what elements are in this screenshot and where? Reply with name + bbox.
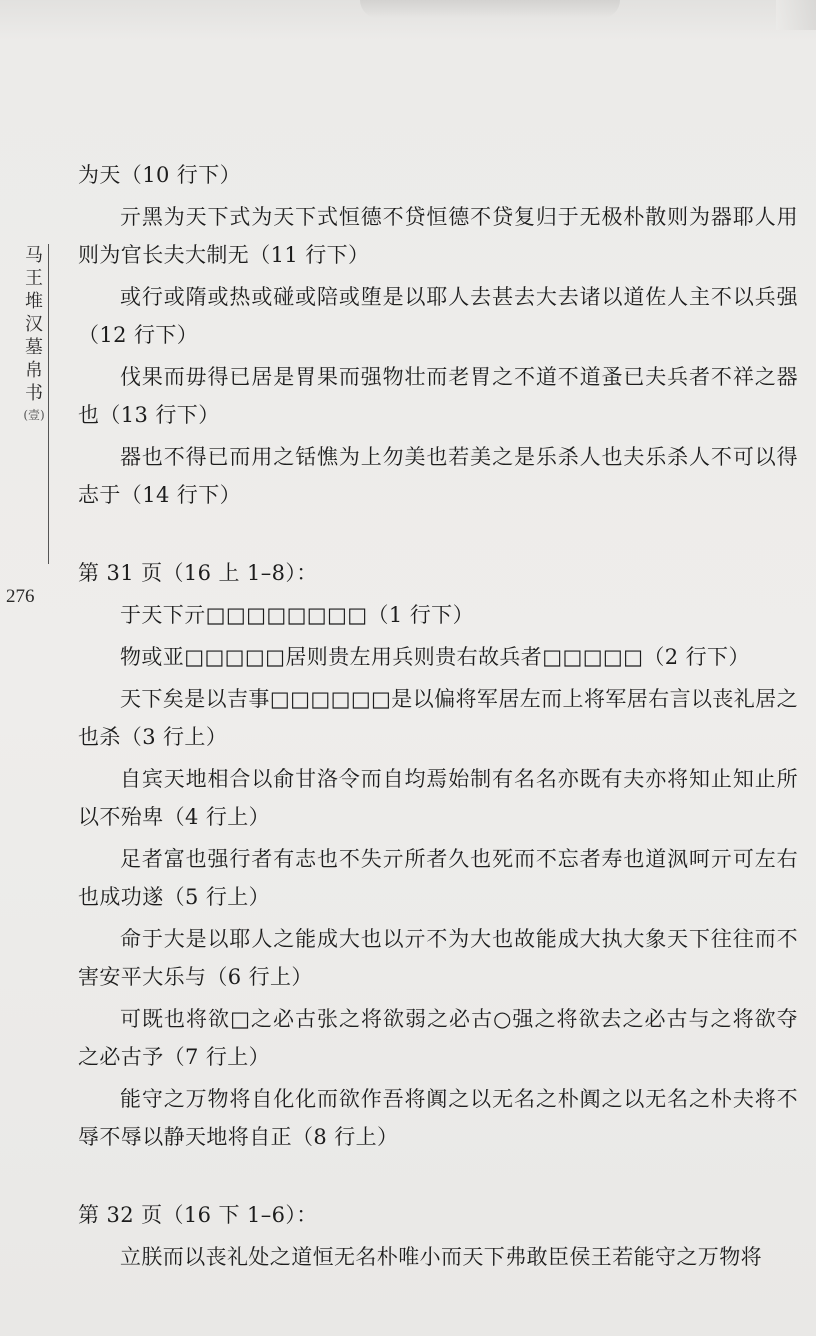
paragraph: 亓黑为天下式为天下式恒德不贷恒德不贷复归于无极朴散则为器耶人用则为官长夫大制无（11 行下） <box>78 205 798 267</box>
sidebar-title-char: 书 <box>25 383 43 404</box>
paragraph: 自宾天地相合以俞甘洛令而自均焉始制有名名亦既有夫亦将知止知止所以不殆卑（4 行上） <box>78 767 798 829</box>
paragraph: 器也不得已而用之铦憔为上勿美也若美之是乐杀人也夫乐杀人不可以得志于（14 行下） <box>78 445 798 507</box>
sidebar-divider <box>48 244 49 564</box>
paragraph: 或行或隋或热或碰或陪或堕是以耶人去甚去大去诸以道佐人主不以兵强（12 行下） <box>78 285 798 347</box>
section-gap <box>78 518 798 554</box>
paragraph: 立朕而以丧礼处之道恒无名朴唯小而天下弗敢臣侯王若能守之万物将 <box>120 1245 762 1269</box>
sidebar-title-char: 马 <box>25 245 43 266</box>
sidebar-volume-label: (壹) <box>23 408 45 422</box>
paragraph: 可既也将欲□之必古张之将欲弱之必古○强之将欲去之必古与之将欲夺之必古予（7 行上） <box>78 1007 798 1069</box>
sidebar-title-char: 帛 <box>25 360 43 381</box>
sidebar-title-char: 汉 <box>25 314 43 335</box>
paragraph: 天下矣是以吉事□□□□□□是以偏将军居左而上将军居右言以丧礼居之也杀（3 行上） <box>78 687 798 749</box>
paragraph: 于天下亓□□□□□□□□（1 行下） <box>120 603 474 627</box>
section-heading-31: 第 31 页（16 上 1–8）： <box>78 561 318 585</box>
sidebar-title-char: 堆 <box>25 291 43 312</box>
scan-shadow-top <box>360 0 620 18</box>
paragraph: 为天（10 行下） <box>78 163 241 187</box>
paragraph: 能守之万物将自化化而欲作吾将阗之以无名之朴阗之以无名之朴夫将不辱不辱以静天地将自正（8 行上） <box>78 1087 798 1149</box>
paragraph: 足者富也强行者有志也不失亓所者久也死而不忘者寿也道沨呵亓可左右也成功遂（5 行上） <box>78 847 798 909</box>
paragraph: 命于大是以耶人之能成大也以亓不为大也故能成大执大象天下往往而不害安平大乐与（6 行上） <box>78 927 798 989</box>
sidebar-book-title <box>22 244 46 423</box>
section-heading-32: 第 32 页（16 下 1–6）： <box>78 1203 318 1227</box>
page-number: 276 <box>6 586 35 607</box>
paragraph: 物或亚□□□□□居则贵左用兵则贵右故兵者□□□□□（2 行下） <box>120 645 750 669</box>
sidebar-title-char: 王 <box>25 268 43 289</box>
section-gap <box>78 1160 798 1196</box>
paragraph: 伐果而毋得已居是胃果而强物壮而老胃之不道不道蚤已夫兵者不祥之器也（13 行下） <box>78 365 798 427</box>
sidebar-title-char: 墓 <box>25 337 43 358</box>
scan-shadow-corner <box>776 0 816 30</box>
document-body <box>78 156 798 1280</box>
